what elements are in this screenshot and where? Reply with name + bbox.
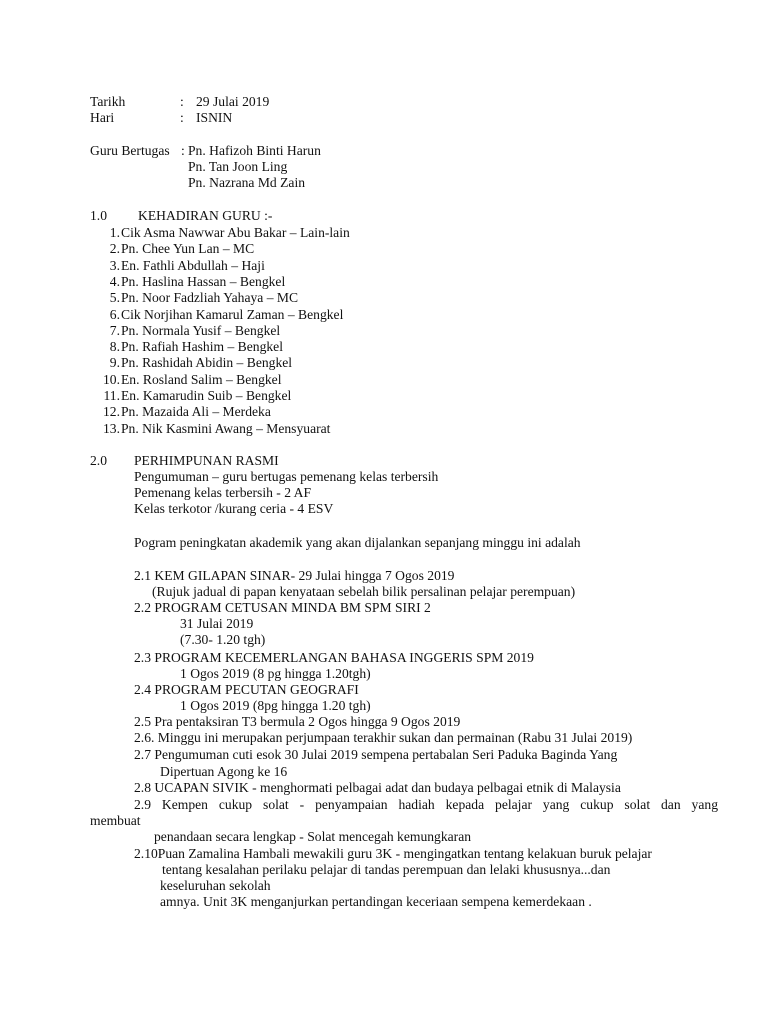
tarikh-label: Tarikh — [90, 94, 126, 109]
item-2-10-line-1: 2.10Puan Zamalina Hambali mewakili guru 3K - mengingatkan tentang kelakuan buruk pelajar — [134, 846, 652, 861]
attendance-number: 5. — [109, 290, 120, 306]
program-intro: Pogram peningkatan akademik yang akan dijalankan sepanjang minggu ini adalah — [134, 535, 581, 550]
item-2-7-line-1: 2.7 Pengumuman cuti esok 30 Julai 2019 sempena pertabalan Seri Paduka Baginda Yang — [134, 747, 618, 762]
hari-colon: : — [180, 110, 184, 125]
attendance-item: En. Kamarudin Suib – Bengkel — [121, 388, 292, 403]
attendance-item: En. Fathli Abdullah – Haji — [121, 257, 265, 273]
attendance-number: 2. — [109, 241, 120, 257]
attendance-number: 1. — [109, 225, 120, 240]
item-2-4-date: 1 Ogos 2019 (8pg hingga 1.20 tgh) — [180, 698, 371, 713]
item-2-10-line-2: tentang kesalahan perilaku pelajar di tandas perempuan dan lelaki khususnya...dan — [162, 862, 611, 877]
attendance-item: Cik Asma Nawwar Abu Bakar – Lain-lain — [121, 225, 350, 240]
attendance-item: Pn. Mazaida Ali – Merdeka — [121, 404, 271, 420]
attendance-number: 4. — [109, 273, 120, 289]
attendance-number: 10. — [103, 371, 120, 387]
item-2-2: 2.2 PROGRAM CETUSAN MINDA BM SPM SIRI 2 — [134, 600, 431, 615]
attendance-item: Pn. Rashidah Abidin – Bengkel — [121, 355, 293, 371]
item-2-6: 2.6. Minggu ini merupakan perjumpaan terakhir sukan dan permainan (Rabu 31 Julai 2019) — [134, 730, 633, 745]
item-2-9-line-3: penandaan secara lengkap - Solat mencegah kemungkaran — [154, 829, 472, 844]
item-2-1-note: (Rujuk jadual di papan kenyataan sebelah bilik persalinan pelajar perempuan) — [152, 584, 576, 599]
kelas-terkotor: Kelas terkotor /kurang ceria - 4 ESV — [134, 501, 334, 516]
attendance-item: Pn. Normala Yusif – Bengkel — [121, 322, 281, 338]
item-2-3: 2.3 PROGRAM KECEMERLANGAN BAHASA INGGERIS SPM 2019 — [134, 650, 534, 665]
attendance-item: Pn. Rafiah Hashim – Bengkel — [121, 339, 283, 355]
section-1-number: 1.0 — [90, 208, 107, 223]
item-2-1: 2.1 KEM GILAPAN SINAR- 29 Julai hingga 7 Ogos 2019 — [134, 568, 455, 583]
section-1-title: KEHADIRAN GURU :- — [138, 208, 273, 223]
attendance-item: Pn. Noor Fadzliah Yahaya – MC — [121, 290, 299, 306]
attendance-number: 8. — [109, 339, 120, 355]
item-2-9-line-1: 2.9 Kempen cukup solat - penyampaian hadiah kepada pelajar yang cukup solat dan yang — [134, 797, 718, 812]
guru-bertugas-label: Guru Bertugas — [90, 143, 170, 158]
item-2-5: 2.5 Pra pentaksiran T3 bermula 2 Ogos hingga 9 Ogos 2019 — [134, 714, 461, 729]
guru-bertugas-3: Pn. Nazrana Md Zain — [188, 175, 306, 190]
attendance-number: 9. — [109, 355, 120, 371]
attendance-number: 6. — [109, 306, 120, 322]
attendance-item: Pn. Nik Kasmini Awang – Mensyuarat — [121, 420, 331, 436]
section-2-number: 2.0 — [90, 453, 107, 468]
attendance-number: 11. — [103, 388, 120, 403]
item-2-2-time: (7.30- 1.20 tgh) — [180, 632, 266, 647]
item-2-10-line-3: keseluruhan sekolah — [160, 878, 271, 893]
item-2-4: 2.4 PROGRAM PECUTAN GEOGRAFI — [134, 682, 359, 697]
guru-bertugas-colon: : — [181, 143, 185, 158]
attendance-number: 3. — [109, 257, 120, 273]
attendance-item: En. Rosland Salim – Bengkel — [121, 371, 282, 387]
tarikh-value: 29 Julai 2019 — [196, 94, 270, 109]
attendance-item: Pn. Chee Yun Lan – MC — [121, 241, 255, 257]
attendance-number: 7. — [109, 322, 120, 338]
item-2-2-date: 31 Julai 2019 — [180, 616, 254, 631]
tarikh-colon: : — [180, 94, 184, 109]
item-2-10-line-4: amnya. Unit 3K menganjurkan pertandingan keceriaan sempena kemerdekaan . — [160, 894, 592, 909]
item-2-8: 2.8 UCAPAN SIVIK - menghormati pelbagai adat dan budaya pelbagai etnik di Malaysia — [134, 780, 621, 795]
hari-value: ISNIN — [196, 110, 233, 125]
attendance-number: 13. — [103, 420, 120, 436]
hari-label: Hari — [90, 110, 115, 125]
attendance-number: 12. — [103, 404, 120, 420]
pemenang-kelas: Pemenang kelas terbersih - 2 AF — [134, 485, 312, 500]
guru-bertugas-2: Pn. Tan Joon Ling — [188, 159, 288, 174]
section-2-title: PERHIMPUNAN RASMI — [134, 453, 279, 468]
guru-bertugas-1: Pn. Hafizoh Binti Harun — [188, 143, 321, 158]
item-2-7-line-2: Dipertuan Agong ke 16 — [160, 764, 288, 779]
item-2-9-line-2: membuat — [90, 813, 141, 828]
item-2-3-date: 1 Ogos 2019 (8 pg hingga 1.20tgh) — [180, 666, 371, 681]
attendance-item: Cik Norjihan Kamarul Zaman – Bengkel — [121, 306, 344, 322]
pengumuman: Pengumuman – guru bertugas pemenang kelas terbersih — [134, 469, 439, 484]
attendance-item: Pn. Haslina Hassan – Bengkel — [121, 273, 286, 289]
